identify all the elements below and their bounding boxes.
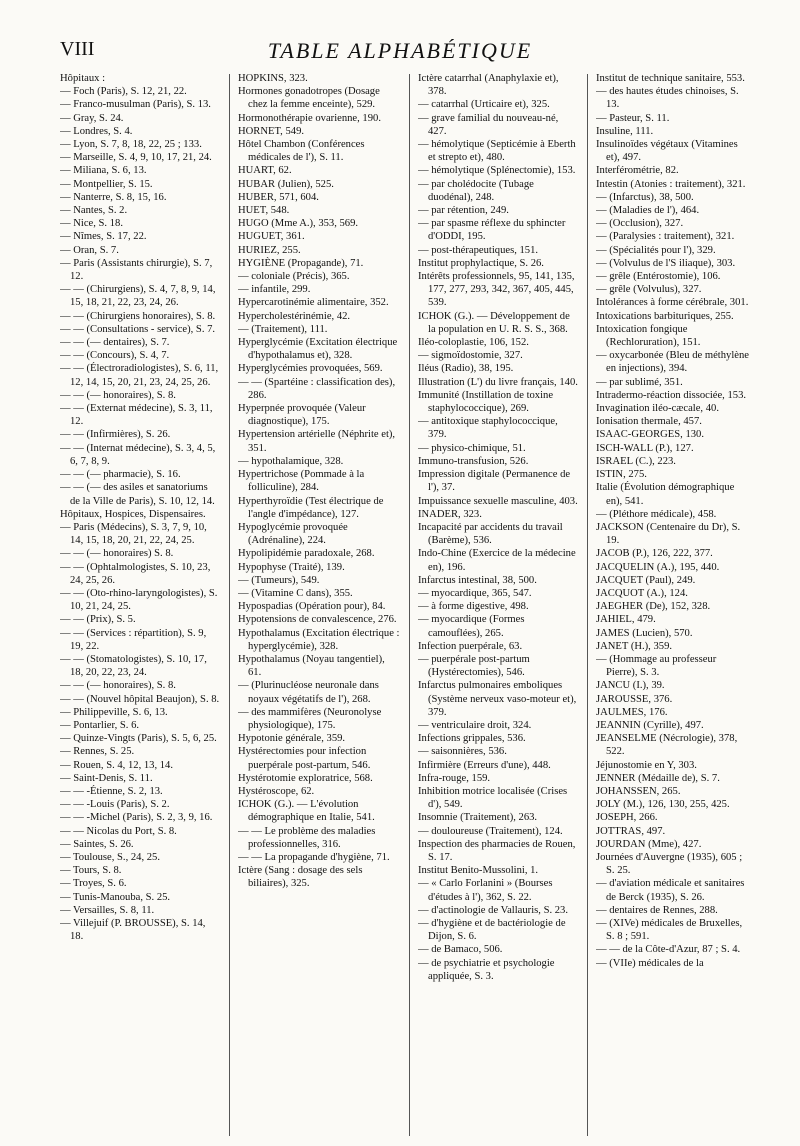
index-entry: Inhibition motrice localisée (Crises d'), 549. bbox=[418, 785, 568, 811]
index-entry: — grêle (Entérostomie), 106. bbox=[596, 271, 721, 283]
index-entry: — — (Infirmières), S. 26. bbox=[60, 429, 171, 441]
index-entry: — (Hommage au professeur Pierre), S. 3. bbox=[596, 653, 717, 679]
index-entry: JACOB (P.), 126, 222, 377. bbox=[596, 548, 713, 560]
index-entry: Hypothalamus (Excitation électrique : hyperglycémie), 328. bbox=[238, 627, 400, 652]
index-entry: — physico-chimique, 51. bbox=[418, 442, 526, 454]
index-entry: JAMES (Lucien), 570. bbox=[596, 627, 693, 639]
index-entry: JACQUOT (A.), 124. bbox=[596, 587, 688, 599]
index-entry: — myocardique, 365, 547. bbox=[418, 587, 532, 599]
index-entry: — Foch (Paris), S. 12, 21, 22. bbox=[60, 86, 187, 98]
page-number: VIII bbox=[60, 38, 95, 60]
index-entry: — d'hygiène et de bactériologie de Dijon, S. 6. bbox=[418, 918, 566, 943]
index-entry: — Pontarlier, S. 6. bbox=[60, 719, 140, 731]
index-entry: — Pasteur, S. 11. bbox=[596, 112, 670, 124]
index-entry: Journées d'Auvergne (1935), 605 ; S. 25. bbox=[596, 851, 743, 877]
index-entry: Hypertrichose (Pommade à la folliculine), 284. bbox=[238, 469, 365, 494]
index-column-3 bbox=[418, 72, 578, 1136]
index-entry: HORNET, 549. bbox=[238, 125, 305, 137]
index-entry: — d'actinologie de Vallauris, S. 23. bbox=[418, 904, 569, 916]
index-entry: — Saintes, S. 26. bbox=[60, 838, 134, 850]
index-entry: Infarctus pulmonaires emboliques (Système nerveux vaso-moteur et), 379. bbox=[418, 680, 577, 718]
index-entry: HOPKINS, 323. bbox=[238, 73, 308, 84]
index-entry: JANET (H.), 359. bbox=[596, 640, 673, 652]
index-entry: Intradermo-réaction dissociée, 153. bbox=[596, 389, 747, 401]
index-entry: Infections grippales, 536. bbox=[418, 733, 526, 745]
index-entry: — Villejuif (P. BROUSSE), S. 14, 18. bbox=[60, 918, 206, 943]
index-entry: — (Vitamine C dans), 355. bbox=[238, 587, 353, 599]
index-entry: — hypothalamique, 328. bbox=[238, 455, 344, 467]
index-entry: — (Infarctus), 38, 500. bbox=[596, 191, 694, 203]
index-entry: — à forme digestive, 498. bbox=[418, 601, 529, 613]
index-entry: Incapacité par accidents du travail (Barème), 536. bbox=[418, 521, 563, 547]
index-entry: — Gray, S. 24. bbox=[60, 112, 124, 124]
index-columns bbox=[60, 72, 750, 1136]
index-entry: — — -Étienne, S. 2, 13. bbox=[60, 785, 163, 797]
index-entry: Hypotensions de convalescence, 276. bbox=[238, 614, 397, 626]
index-entry: ISAAC-GEORGES, 130. bbox=[596, 429, 705, 441]
index-entry: — — Nicolas du Port, S. 8. bbox=[60, 825, 177, 837]
index-entry: Hypolipidémie paradoxale, 268. bbox=[238, 548, 375, 560]
index-entry: — Rouen, S. 4, 12, 13, 14. bbox=[60, 759, 174, 771]
index-entry: HUGO (Mme A.), 353, 569. bbox=[238, 218, 359, 230]
index-column-4 bbox=[596, 72, 750, 1136]
index-entry: — douloureuse (Traitement), 124. bbox=[418, 825, 563, 837]
index-entry: JOHANSSEN, 265. bbox=[596, 785, 681, 797]
index-entry: — (Spécialités pour l'), 329. bbox=[596, 244, 716, 256]
index-entry: Insuline, 111. bbox=[596, 125, 654, 137]
index-entry: — grêle (Volvulus), 327. bbox=[596, 284, 702, 296]
index-entry: Ionisation thermale, 457. bbox=[596, 416, 702, 428]
index-entry: — (Tumeurs), 549. bbox=[238, 574, 320, 586]
index-entry: — hémolytique (Septicémie à Eberth et strepto et), 480. bbox=[418, 139, 576, 164]
index-entry: — Tunis-Manouba, S. 25. bbox=[60, 891, 171, 903]
index-entry: — d'aviation médicale et sanitaires de Berck (1935), S. 26. bbox=[596, 878, 745, 903]
index-entry: — — (— pharmacie), S. 16. bbox=[60, 469, 181, 481]
index-entry: Infarctus intestinal, 38, 500. bbox=[418, 574, 537, 586]
index-entry: — — Le problème des maladies professionnelles, 316. bbox=[238, 825, 376, 850]
index-entry: — (Occlusion), 327. bbox=[596, 218, 684, 230]
index-entry: — par rétention, 249. bbox=[418, 205, 509, 217]
index-entry: — « Carlo Forlanini » (Bourses d'études à l'), 362, S. 22. bbox=[418, 878, 553, 903]
index-entry: — Paris (Assistants chirurgie), S. 7, 12. bbox=[60, 257, 213, 283]
index-entry: — (Volvulus de l'S iliaque), 303. bbox=[596, 257, 736, 269]
index-entry: — Toulouse, S., 24, 25. bbox=[60, 851, 161, 863]
index-entry: — (XIVe) médicales de Bruxelles, S. 8 ; 591. bbox=[596, 918, 743, 943]
index-entry: JEANSELME (Nécrologie), 378, 522. bbox=[596, 733, 738, 758]
index-entry: — — (Externat médecine), S. 3, 11, 12. bbox=[60, 403, 213, 428]
index-entry: — grave familial du nouveau-né, 427. bbox=[418, 112, 559, 137]
index-entry: Insulinoïdes végétaux (Vitamines et), 497. bbox=[596, 139, 738, 164]
index-entry: ISCH-WALL (P.), 127. bbox=[596, 442, 694, 454]
page-title: TABLE ALPHABÉTIQUE bbox=[267, 38, 533, 63]
index-entry: Hypertension artérielle (Néphrite et), 351. bbox=[238, 429, 396, 454]
index-entry: — Marseille, S. 4, 9, 10, 17, 21, 24. bbox=[60, 152, 212, 164]
index-entry: Invagination iléo-cæcale, 40. bbox=[596, 403, 719, 415]
index-entry: Infirmière (Erreurs d'une), 448. bbox=[418, 759, 551, 771]
index-entry: JACQUELIN (A.), 195, 440. bbox=[596, 561, 720, 573]
index-entry: JOSEPH, 266. bbox=[596, 812, 658, 824]
index-entry: — Montpellier, S. 15. bbox=[60, 178, 153, 190]
index-entry: Hypercarotinémie alimentaire, 352. bbox=[238, 297, 389, 309]
index-entry: Ictère catarrhal (Anaphylaxie et), 378. bbox=[418, 73, 559, 98]
index-entry: Impression digitale (Permanence de l'), 37. bbox=[418, 469, 571, 494]
index-entry: HYGIÈNE (Propagande), 71. bbox=[238, 257, 364, 269]
index-entry: — coloniale (Précis), 365. bbox=[238, 271, 350, 283]
index-entry: — hémolytique (Splénectomie), 153. bbox=[418, 165, 576, 177]
index-entry: Hypercholestérinémie, 42. bbox=[238, 310, 351, 322]
index-entry: Hyperglycémies provoquées, 569. bbox=[238, 363, 383, 375]
index-entry: — Quinze-Vingts (Paris), S. 5, 6, 25. bbox=[60, 733, 217, 745]
index-entry: — infantile, 299. bbox=[238, 284, 311, 296]
index-entry: Impuissance sexuelle masculine, 403. bbox=[418, 495, 578, 507]
index-entry: Hyperthyroïdie (Test électrique de l'angle d'impédance), 127. bbox=[238, 495, 384, 520]
index-entry: Illustration (L') du livre français, 140. bbox=[418, 376, 578, 388]
index-entry: — — (— dentaires), S. 7. bbox=[60, 337, 170, 349]
index-entry: — dentaires de Rennes, 288. bbox=[596, 904, 718, 916]
index-entry: — — (Chirurgiens), S. 4, 7, 8, 9, 14, 15, 18, 21, 22, 23, 24, 26. bbox=[60, 284, 216, 309]
index-entry: — par cholédocite (Tubage duodénal), 248. bbox=[418, 178, 534, 203]
index-entry: Hormonothérapie ovarienne, 190. bbox=[238, 112, 381, 124]
index-entry: — (Traitement), 111. bbox=[238, 323, 328, 335]
index-column-2 bbox=[238, 72, 400, 1136]
index-entry: — ventriculaire droit, 324. bbox=[418, 719, 532, 731]
column-rule bbox=[229, 74, 230, 1136]
index-entry: ICHOK (G.). — L'évolution démographique en Italie, 541. bbox=[238, 799, 375, 824]
index-entry: Hypotonie générale, 359. bbox=[238, 733, 346, 745]
index-entry: Ictère (Sang : dosage des sels biliaires), 325. bbox=[238, 865, 363, 890]
index-entry: Intolérances à forme cérébrale, 301. bbox=[596, 297, 749, 309]
index-entry: — par sublimé, 351. bbox=[596, 376, 683, 388]
index-entry: Hôpitaux, Hospices, Dispensaires. bbox=[60, 508, 206, 520]
index-entry: Immunité (Instillation de toxine staphylococcique), 269. bbox=[418, 389, 554, 415]
index-entry: Iléo-coloplastie, 106, 152. bbox=[418, 337, 529, 349]
index-entry: JOTTRAS, 497. bbox=[596, 825, 666, 837]
index-entry: Hyperglycémie (Excitation électrique d'hypothalamus et), 328. bbox=[238, 337, 398, 362]
index-entry: JAULMES, 176. bbox=[596, 706, 668, 718]
index-entry: — — (Ophtalmologistes, S. 10, 23, 24, 25, 26. bbox=[60, 561, 211, 586]
index-entry: Intoxications barbituriques, 255. bbox=[596, 310, 734, 322]
index-entry: — oxycarbonée (Bleu de méthylène en injections), 394. bbox=[596, 350, 749, 375]
index-entry: — Franco-musulman (Paris), S. 13. bbox=[60, 99, 211, 111]
index-entry: — par spasme réflexe du sphincter d'ODDI, 195. bbox=[418, 218, 566, 243]
index-entry: Hypothalamus (Noyau tangentiel), 61. bbox=[238, 653, 385, 679]
index-entry: JAEGHER (De), 152, 328. bbox=[596, 601, 711, 613]
index-entry: ICHOK (G.). — Développement de la population en U. R. S. S., 368. bbox=[418, 310, 570, 335]
index-entry: JENNER (Médaille de), S. 7. bbox=[596, 772, 720, 784]
index-entry: HUGUET, 361. bbox=[238, 231, 305, 243]
index-entry: Jéjunostomie en Y, 303. bbox=[596, 759, 697, 771]
index-entry: — — (Spartéine : classification des), 286. bbox=[238, 376, 396, 401]
index-entry: Hôpitaux : bbox=[60, 73, 106, 84]
index-entry: — — (Services : répartition), S. 9, 19, 22. bbox=[60, 627, 207, 652]
index-entry: — Lyon, S. 7, 8, 18, 22, 25 ; 133. bbox=[60, 139, 202, 151]
index-entry: Insomnie (Traitement), 263. bbox=[418, 812, 538, 824]
index-entry: — — (Oto-rhino-laryngologistes), S. 10, 21, 24, 25. bbox=[60, 587, 218, 613]
index-entry: — (Pléthore médicale), 458. bbox=[596, 508, 717, 520]
index-entry: — — (Électroradiologistes), S. 6, 11, 12, 14, 15, 20, 21, 23, 24, 25, 26. bbox=[60, 363, 219, 388]
index-entry: Infection puerpérale, 63. bbox=[418, 640, 523, 652]
index-entry: Hystéroscope, 62. bbox=[238, 785, 315, 797]
index-entry: ISTIN, 275. bbox=[596, 469, 647, 481]
index-entry: — (Maladies de l'), 464. bbox=[596, 205, 700, 217]
index-entry: — Londres, S. 4. bbox=[60, 125, 133, 137]
index-entry: Interférométrie, 82. bbox=[596, 165, 679, 177]
index-entry: JANCU (I.), 39. bbox=[596, 680, 665, 692]
index-entry: Intoxication fongique (Rechloruration), 151. bbox=[596, 323, 701, 349]
index-entry: JOLY (M.), 126, 130, 255, 425. bbox=[596, 799, 730, 811]
index-entry: — de psychiatrie et psychologie appliquée, S. 3. bbox=[418, 957, 555, 982]
index-entry: — myocardique (Formes camouflées), 265. bbox=[418, 614, 525, 639]
index-entry: — (Plurinucléose neuronale dans noyaux végétatifs de l'), 268. bbox=[238, 680, 379, 705]
index-entry: — (VIIe) médicales de la bbox=[596, 957, 704, 969]
index-entry: Hypospadias (Opération pour), 84. bbox=[238, 601, 386, 613]
index-entry: — — (Internat médecine), S. 3, 4, 5, 6, 7, 8, 9. bbox=[60, 442, 216, 467]
index-entry: HUART, 62. bbox=[238, 165, 292, 177]
index-entry: — — (— honoraires), S. 8. bbox=[60, 389, 176, 401]
index-entry: Immuno-transfusion, 526. bbox=[418, 455, 529, 467]
index-entry: — Troyes, S. 6. bbox=[60, 878, 127, 890]
index-entry: — Tours, S. 8. bbox=[60, 865, 122, 877]
index-entry: — — (Stomatologistes), S. 10, 17, 18, 20, 22, 23, 24. bbox=[60, 653, 207, 679]
page-header bbox=[60, 38, 740, 74]
index-entry: JEANNIN (Cyrille), 497. bbox=[596, 719, 704, 731]
index-entry: — Oran, S. 7. bbox=[60, 244, 119, 256]
column-rule bbox=[409, 74, 410, 1136]
index-entry: Inspection des pharmacies de Rouen, S. 17. bbox=[418, 838, 576, 863]
index-entry: Institut prophylactique, S. 26. bbox=[418, 257, 544, 269]
index-entry: — Nanterre, S. 8, 15, 16. bbox=[60, 191, 167, 203]
index-entry: — — -Louis (Paris), S. 2. bbox=[60, 799, 170, 811]
index-entry: — sigmoïdostomie, 327. bbox=[418, 350, 523, 362]
index-entry: — saisonnières, 536. bbox=[418, 746, 507, 758]
index-entry: — — (Prix), S. 5. bbox=[60, 614, 136, 626]
index-entry: Hystérectomies pour infection puerpérale post-partum, 546. bbox=[238, 746, 371, 771]
index-entry: — — (— honoraires) S. 8. bbox=[60, 548, 174, 560]
index-entry: Hyperpnée provoquée (Valeur diagnostique), 175. bbox=[238, 403, 366, 428]
index-entry: HURIEZ, 255. bbox=[238, 244, 301, 256]
index-entry: Indo-Chine (Exercice de la médecine en), 196. bbox=[418, 548, 576, 573]
index-entry: — post-thérapeutiques, 151. bbox=[418, 244, 539, 256]
index-entry: — Nîmes, S. 17, 22. bbox=[60, 231, 147, 243]
index-entry: — Nantes, S. 2. bbox=[60, 205, 128, 217]
index-entry: Intestin (Atonies : traitement), 321. bbox=[596, 178, 746, 190]
index-entry: — Versailles, S. 8, 11. bbox=[60, 904, 155, 916]
index-entry: HUBER, 571, 604. bbox=[238, 191, 319, 203]
index-entry: Hormones gonadotropes (Dosage chez la femme enceinte), 529. bbox=[238, 86, 380, 111]
index-entry: JAROUSSE, 376. bbox=[596, 693, 673, 705]
index-entry: Hystérotomie exploratrice, 568. bbox=[238, 772, 373, 784]
index-entry: — — de la Côte-d'Azur, 87 ; S. 4. bbox=[596, 944, 741, 956]
index-entry: — — (Nouvel hôpital Beaujon), S. 8. bbox=[60, 693, 220, 705]
index-column-1 bbox=[60, 72, 220, 1136]
index-entry: — — La propagande d'hygiène, 71. bbox=[238, 851, 390, 863]
index-entry: JAHIEL, 479. bbox=[596, 614, 656, 626]
index-entry: — de Bamaco, 506. bbox=[418, 944, 503, 956]
index-entry: Iléus (Radio), 38, 195. bbox=[418, 363, 514, 375]
index-entry: Hypoglycémie provoquée (Adrénaline), 224. bbox=[238, 521, 348, 547]
index-entry: — puerpérale post-partum (Hystérectomies), 546. bbox=[418, 653, 530, 679]
index-entry: HUET, 548. bbox=[238, 205, 290, 217]
index-entry: JOURDAN (Mme), 427. bbox=[596, 838, 702, 850]
index-entry: — — -Michel (Paris), S. 2, 3, 9, 16. bbox=[60, 812, 213, 824]
index-entry: — des mammifères (Neuronolyse physiologique), 175. bbox=[238, 706, 382, 731]
index-entry: Italie (Évolution démographique en), 541. bbox=[596, 482, 735, 507]
index-entry: — antitoxique staphylococcique, 379. bbox=[418, 416, 558, 441]
index-entry: — des hautes études chinoises, S. 13. bbox=[596, 86, 739, 111]
index-entry: ISRAEL (C.), 223. bbox=[596, 455, 676, 467]
index-entry: JACKSON (Centenaire du Dr), S. 19. bbox=[596, 521, 741, 547]
index-entry: Institut Benito-Mussolini, 1. bbox=[418, 865, 539, 877]
index-entry: — — (Chirurgiens honoraires), S. 8. bbox=[60, 310, 216, 322]
index-entry: — Rennes, S. 25. bbox=[60, 746, 135, 758]
index-entry: Infra-rouge, 159. bbox=[418, 772, 491, 784]
index-entry: Institut de technique sanitaire, 553. bbox=[596, 73, 745, 84]
column-rule bbox=[587, 74, 588, 1136]
index-entry: Hypophyse (Traité), 139. bbox=[238, 561, 345, 573]
index-entry: — — (Consultations - service), S. 7. bbox=[60, 323, 216, 335]
index-entry: — (Paralysies : traitement), 321. bbox=[596, 231, 735, 243]
index-entry: — — (— honoraires), S. 8. bbox=[60, 680, 176, 692]
index-entry: — Nice, S. 18. bbox=[60, 218, 123, 230]
index-entry: Hôtel Chambon (Conférences médicales de l'), S. 11. bbox=[238, 139, 365, 164]
index-entry: — Paris (Médecins), S. 3, 7, 9, 10, 14, 15, 18, 20, 21, 22, 24, 25. bbox=[60, 521, 207, 547]
index-entry: — Saint-Denis, S. 11. bbox=[60, 772, 153, 784]
index-entry: INADER, 323. bbox=[418, 508, 482, 520]
index-entry: Intérêts professionnels, 95, 141, 135, 177, 277, 293, 342, 367, 405, 445, 539. bbox=[418, 271, 575, 309]
index-entry: — — (— des asiles et sanatoriums de la Ville de Paris), S. 10, 12, 14. bbox=[60, 482, 215, 507]
index-entry: — Miliana, S. 6, 13. bbox=[60, 165, 147, 177]
index-entry: HUBAR (Julien), 525. bbox=[238, 178, 334, 190]
index-entry: — catarrhal (Urticaire et), 325. bbox=[418, 99, 550, 111]
index-entry: — Philippeville, S. 6, 13. bbox=[60, 706, 168, 718]
index-entry: JACQUET (Paul), 249. bbox=[596, 574, 696, 586]
index-entry: — — (Concours), S. 4, 7. bbox=[60, 350, 170, 362]
